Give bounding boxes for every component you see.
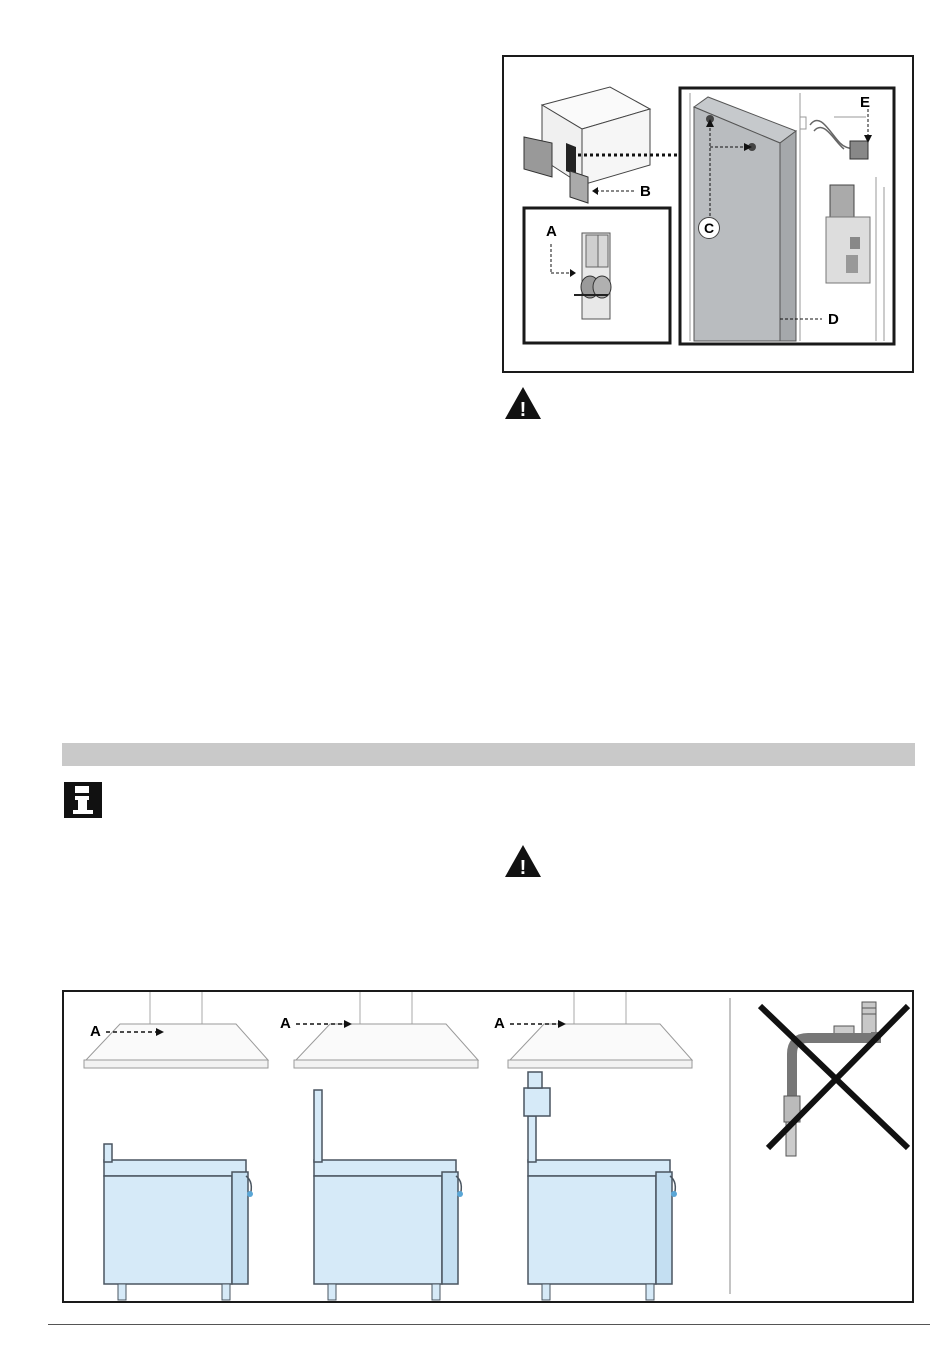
label-d: D [828, 311, 839, 328]
top-figure [502, 55, 914, 373]
hood-illustration-2 [294, 992, 478, 1068]
warning-glyph: ! [519, 399, 527, 421]
label-a: A [546, 223, 557, 240]
label-e: E [860, 94, 871, 111]
bottom-figure-illustration [64, 992, 912, 1301]
top-figure-illustration [504, 57, 912, 371]
footer-rule [48, 1324, 930, 1325]
hood-illustration-1 [84, 992, 268, 1068]
incorrect-flue-illustration [760, 1002, 908, 1156]
fryer-illustration-3 [524, 1072, 677, 1300]
warning-triangle-icon [503, 843, 543, 879]
fryer-illustration-1 [104, 1144, 253, 1300]
fryer-illustration-2 [314, 1090, 463, 1300]
warning-glyph: ! [519, 857, 527, 879]
hood-illustration-3 [508, 992, 692, 1068]
section-header-bar [62, 743, 915, 766]
label-c: C [698, 217, 720, 239]
appliance-box-illustration [524, 87, 650, 203]
bottom-figure [62, 990, 914, 1303]
warning-triangle-icon [503, 385, 543, 421]
label-b: B [640, 183, 651, 200]
label-a: A [90, 1023, 101, 1040]
label-a: A [494, 1015, 505, 1032]
label-a: A [280, 1015, 291, 1032]
info-icon [64, 782, 102, 818]
